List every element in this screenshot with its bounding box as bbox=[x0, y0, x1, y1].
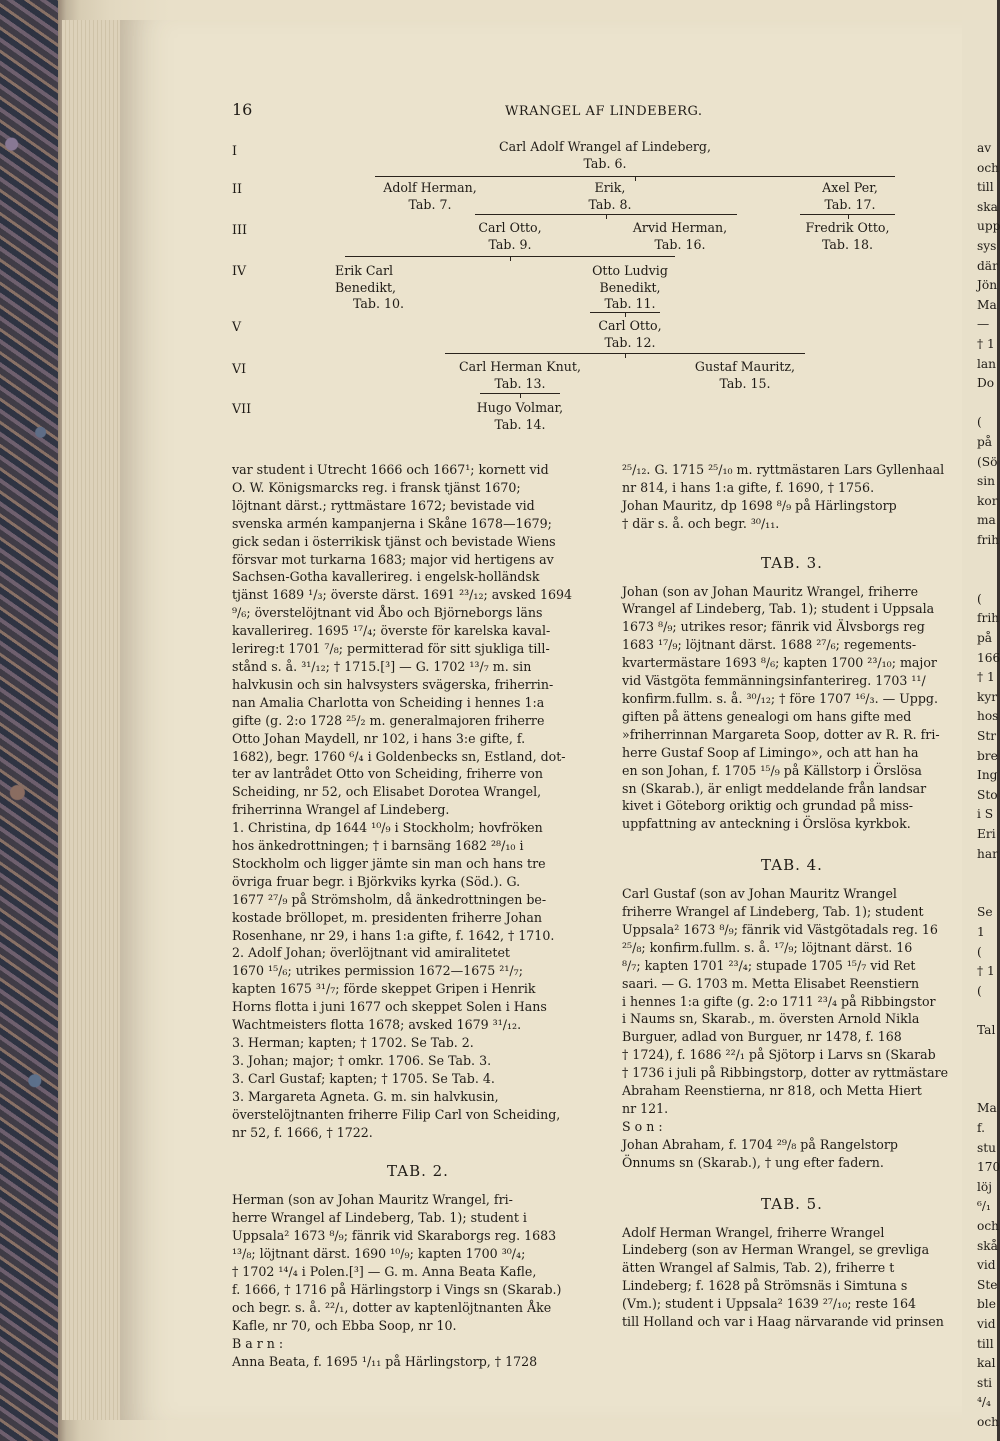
tree-node-carl-adolf: Carl Adolf Wrangel af Lindeberg, Tab. 6. bbox=[499, 139, 711, 171]
text-line: Lindeberg (son av Herman Wrangel, se grevliga bbox=[622, 1242, 930, 1258]
text-line: i Naums sn, Skarab., m. översten Arnold Nikla bbox=[622, 1011, 920, 1027]
text-line: till Holland och var i Haag närvarande vid prinsen bbox=[622, 1314, 944, 1330]
facing-page-fragment: i S bbox=[977, 807, 994, 822]
facing-page-fragment: hos bbox=[977, 709, 999, 724]
text-line: och begr. s. å. ²²/₁, dotter av kaptenlöjtnanten Åke bbox=[232, 1299, 552, 1315]
facing-page-fragment: ⁴/₄ bbox=[977, 1395, 991, 1410]
text-line: löjtnant därst.; ryttmästare 1672; bevistade vid bbox=[232, 497, 535, 513]
text-line: gick sedan i österrikisk tjänst och bevistade Wiens bbox=[232, 533, 556, 549]
text-line: herre Gustaf Soop af Limingo», och att han ha bbox=[622, 744, 919, 760]
text-line: uppfattning av anteckning i Örslösa kyrkbok. bbox=[622, 816, 911, 832]
text-line: »friherrinnan Margareta Soop, dotter av R. R. fri- bbox=[622, 726, 940, 742]
text-line: kapten 1675 ³¹/₇; förde skeppet Gripen i Henrik bbox=[232, 981, 536, 997]
facing-page-fragment: 166 bbox=[977, 650, 1000, 665]
text-line: lerireg:t 1701 ⁷/₈; permitterad för sitt sjukliga till- bbox=[232, 641, 550, 657]
text-line: Stockholm och ligger jämte sin man och hans tre bbox=[232, 855, 546, 871]
text-line: Johan Abraham, f. 1704 ²⁹/₈ på Rangelstorp bbox=[622, 1136, 898, 1152]
text-line: svenska armén kampanjerna i Skåne 1678—1679; bbox=[232, 515, 552, 531]
text-line: var student i Utrecht 1666 och 1667¹; kornett vid bbox=[232, 462, 549, 477]
text-line: herre Wrangel af Lindeberg, Tab. 1); student i bbox=[232, 1210, 527, 1226]
facing-page-fragment: ( bbox=[977, 415, 982, 430]
generation-label: VII bbox=[232, 401, 252, 416]
page-edges bbox=[62, 20, 122, 1420]
text-line: Uppsala² 1673 ⁸/₉; fänrik vid Skaraborgs reg. 1683 bbox=[232, 1228, 557, 1244]
text-line: Johan Mauritz, dp 1698 ⁸/₉ på Härlingstorp bbox=[622, 497, 897, 513]
text-line: Lindeberg; f. 1628 på Strömsnäs i Simtuna s bbox=[622, 1278, 908, 1294]
text-line: Kafle, nr 70, och Ebba Soop, nr 10. bbox=[232, 1317, 457, 1333]
text-line: Wachtmeisters flotta 1678; avsked 1679 ³¹/₁₂. bbox=[232, 1017, 522, 1033]
facing-page-fragment: frih bbox=[977, 533, 1000, 547]
facing-page-fragment: på bbox=[977, 631, 993, 645]
facing-page-fragment: (Sö bbox=[977, 454, 998, 469]
facing-page-fragment: kal bbox=[977, 1356, 996, 1371]
facing-page-fragment: † 1 bbox=[977, 337, 995, 351]
text-line: Burguer, adlad von Burguer, nr 1478, f. 168 bbox=[622, 1029, 902, 1045]
tree-node-fredrik-otto: Fredrik Otto, Tab. 18. bbox=[805, 220, 890, 252]
facing-page-fragment: vid bbox=[977, 1317, 996, 1331]
facing-page-fragment: sin bbox=[977, 474, 996, 489]
facing-page-fragment: skå bbox=[977, 1238, 998, 1253]
text-line: kvartermästare 1693 ⁸/₆; kapten 1700 ²³/₁₀; major bbox=[622, 655, 937, 671]
facing-page-fragment: lan bbox=[977, 356, 997, 371]
text-line: Scheiding, nr 52, och Elisabet Dorotea Wrangel, bbox=[232, 784, 542, 800]
generation-label: II bbox=[232, 181, 242, 196]
facing-page-fragment: vid bbox=[977, 1258, 996, 1273]
running-title: WRANGEL AF LINDEBERG. bbox=[505, 104, 703, 119]
text-line: nr 52, f. 1666, † 1722. bbox=[232, 1124, 373, 1140]
facing-page-fragment: ( bbox=[977, 944, 982, 959]
facing-page-fragment: på bbox=[977, 435, 993, 449]
text-line: ²⁵/₈; konfirm.fullm. s. å. ¹⁷/₉; löjtnant därst. 16 bbox=[622, 939, 913, 955]
facing-page-fragment: ska bbox=[977, 199, 998, 214]
facing-page-fragment: 170 bbox=[977, 1160, 1000, 1175]
text-line: friherre Wrangel af Lindeberg, Tab. 1); student bbox=[622, 904, 924, 920]
text-line: vid Västgöta femmänningsinfanterireg. 1703 ¹¹/ bbox=[622, 673, 926, 689]
generation-label: III bbox=[232, 222, 247, 237]
text-line: Wrangel af Lindeberg, Tab. 1); student i Uppsala bbox=[622, 601, 935, 617]
text-line: 3. Margareta Agneta. G. m. sin halvkusin, bbox=[232, 1088, 499, 1104]
text-line: nr 121. bbox=[622, 1101, 669, 1116]
text-line: 2. Adolf Johan; överlöjtnant vid amiralitetet bbox=[232, 945, 510, 961]
tree-node-erik: Erik, Tab. 8. bbox=[588, 180, 632, 212]
marbled-cover bbox=[0, 0, 58, 1441]
text-line: † där s. å. och begr. ³⁰/₁₁. bbox=[622, 515, 780, 531]
text-line: Carl Gustaf (son av Johan Mauritz Wrangel bbox=[622, 886, 897, 902]
text-line: överstelöjtnanten friherre Filip Carl von Scheiding, bbox=[232, 1106, 561, 1122]
tab4-heading: TAB. 4. bbox=[761, 856, 823, 875]
facing-page-fragment: ⁶/₁ bbox=[977, 1199, 991, 1214]
tree-node-carl-otto: Carl Otto, Tab. 9. bbox=[478, 220, 542, 252]
text-line: Horns flotta i juni 1677 och skeppet Solen i Hans bbox=[232, 999, 547, 1015]
text-line: kostade bröllopet, m. presidenten friherre Johan bbox=[232, 909, 543, 925]
tree-node-carl-otto-2: Carl Otto, Tab. 12. bbox=[598, 318, 662, 350]
text-line: f. 1666, † 1716 på Härlingstorp i Vings sn (Skarab.) bbox=[232, 1281, 562, 1297]
facing-page-fragment: kor bbox=[977, 493, 998, 508]
tree-node-erik-carl: Erik Carl Benedikt, Tab. 10. bbox=[335, 263, 405, 311]
text-line: 1673 ⁸/₉; utrikes resor; fänrik vid Älvsborgs reg bbox=[622, 619, 925, 635]
text-line: Abraham Reenstierna, nr 818, och Metta Hiert bbox=[622, 1083, 922, 1099]
text-line: nr 814, i hans 1:a gifte, f. 1690, † 1756. bbox=[622, 479, 875, 495]
text-line: Johan (son av Johan Mauritz Wrangel, friherre bbox=[622, 583, 919, 599]
facing-page-fragment: löj bbox=[977, 1179, 993, 1194]
tree-node-otto-ludvig: Otto Ludvig Benedikt, Tab. 11. bbox=[592, 263, 668, 311]
facing-page-fragment: ma bbox=[977, 513, 996, 528]
text-line: 1. Christina, dp 1644 ¹⁰/₉ i Stockholm; hovfröken bbox=[232, 820, 543, 836]
text-line: 1677 ²⁷/₉ på Strömsholm, då änkedrottningen be- bbox=[232, 891, 547, 907]
tree-node-adolf-herman: Adolf Herman, Tab. 7. bbox=[383, 180, 477, 212]
generation-label: VI bbox=[232, 361, 247, 376]
text-line: tjänst 1689 ¹/₃; överste därst. 1691 ²³/₁₂; avsked 1694 bbox=[232, 587, 573, 603]
generation-label: V bbox=[232, 319, 242, 334]
facing-page-fragment: sys bbox=[977, 239, 997, 253]
tree-node-arvid-herman: Arvid Herman, Tab. 16. bbox=[632, 220, 728, 252]
facing-page-fragment: Do bbox=[977, 376, 995, 391]
facing-page-fragment: Se bbox=[977, 905, 993, 920]
text-line: kavallerireg. 1695 ¹⁷/₄; överste för karelska kaval- bbox=[232, 623, 551, 639]
text-line: (Vm.); student i Uppsala² 1639 ²⁷/₁₀; reste 164 bbox=[622, 1296, 916, 1312]
text-line: Anna Beata, f. 1695 ¹/₁₁ på Härlingstorp, † 1728 bbox=[232, 1353, 538, 1369]
text-line: Uppsala² 1673 ⁸/₉; fänrik vid Västgötadals reg. 16 bbox=[622, 921, 938, 937]
facing-page-fragment: ( bbox=[977, 983, 982, 998]
facing-page-fragment: och bbox=[977, 1219, 1000, 1233]
text-line: ter av lantrådet Otto von Scheiding, friherre von bbox=[232, 766, 543, 782]
text-line: Adolf Herman Wrangel, friherre Wrangel bbox=[622, 1224, 885, 1240]
text-line: nan Amalia Charlotta von Scheiding i hennes 1:a bbox=[232, 694, 545, 710]
left-column bbox=[232, 461, 604, 1370]
facing-page-fragment: † 1 bbox=[977, 964, 995, 979]
text-line: i hennes 1:a gifte (g. 2:o 1711 ²³/₄ på Ribbingstor bbox=[622, 993, 936, 1009]
text-line: försvar mot turkarna 1683; major vid hertigens av bbox=[232, 551, 554, 567]
text-line: † 1724), f. 1686 ²²/₁ på Sjötorp i Larvs sn (Skarab bbox=[622, 1047, 936, 1063]
text-line: B a r n : bbox=[232, 1335, 284, 1351]
facing-page-fragment: kyr bbox=[977, 689, 998, 704]
text-line: övriga fruar begr. i Björkviks kyrka (Söd.). G. bbox=[232, 873, 521, 889]
facing-page-fragment: f. bbox=[977, 1121, 985, 1135]
text-line: 1682), begr. 1760 ⁶/₄ i Goldenbecks sn, Estland, dot- bbox=[232, 748, 566, 764]
facing-page-fragment: ble bbox=[977, 1297, 996, 1312]
tab3-heading: TAB. 3. bbox=[761, 553, 823, 572]
text-line: Otto Johan Maydell, nr 102, i hans 3:e gifte, f. bbox=[232, 730, 526, 746]
text-line: Önnums sn (Skarab.), † ung efter fadern. bbox=[622, 1154, 884, 1170]
text-line: saari. — G. 1703 m. Metta Elisabet Reenstiern bbox=[622, 975, 920, 991]
right-column bbox=[622, 461, 962, 1331]
facing-page-fragment: Ma bbox=[977, 1101, 997, 1116]
tree-node-gustaf-mauritz: Gustaf Mauritz, Tab. 15. bbox=[694, 359, 796, 391]
tree-node-axel-per: Axel Per, Tab. 17. bbox=[822, 180, 878, 212]
text-line: sn (Skarab.), är enligt meddelande från landsar bbox=[622, 780, 927, 796]
text-line: ²⁵/₁₂. G. 1715 ²⁵/₁₀ m. ryttmästaren Lars Gyllenhaal bbox=[622, 462, 945, 477]
text-line: O. W. Königsmarcks reg. i fransk tjänst 1670; bbox=[232, 479, 521, 495]
facing-page-fragment: till bbox=[977, 180, 994, 195]
page-number: 16 bbox=[232, 100, 253, 119]
facing-page-fragment: stu bbox=[977, 1140, 997, 1155]
text-line: en son Johan, f. 1705 ¹⁵/₉ på Källstorp i Örslösa bbox=[622, 762, 922, 778]
text-line: 1670 ¹⁵/₆; utrikes permission 1672—1675 ²¹/₇; bbox=[232, 963, 523, 979]
facing-page-fragment: † 1 bbox=[977, 670, 995, 685]
text-line: † 1702 ¹⁴/₄ i Polen.[³] — G. m. Anna Beata Kafle, bbox=[232, 1263, 537, 1279]
text-line: ⁹/₆; överstelöjtnant vid Åbo och Björneborgs läns bbox=[232, 605, 543, 621]
text-line: S o n : bbox=[622, 1118, 663, 1134]
facing-page-fragment: Ma bbox=[977, 297, 997, 312]
generation-label: I bbox=[232, 143, 237, 158]
generation-label: IV bbox=[232, 263, 247, 278]
text-line: Rosenhane, nr 29, i hans 1:a gifte, f. 1642, † 1710. bbox=[232, 927, 555, 943]
text-line: kivet i Göteborg oriktig och grundad på miss- bbox=[622, 798, 914, 814]
tree-brace bbox=[480, 393, 560, 399]
text-line: stånd s. å. ³¹/₁₂; † 1715.[³] — G. 1702 ¹³/₇ m. sin bbox=[232, 658, 532, 674]
text-line: 3. Johan; major; † omkr. 1706. Se Tab. 3. bbox=[232, 1052, 492, 1068]
tree-node-hugo-volmar: Hugo Volmar, Tab. 14. bbox=[476, 400, 564, 432]
facing-page-fragment: bre bbox=[977, 748, 998, 763]
facing-page-fragment: där bbox=[977, 258, 998, 273]
text-line: hos änkedrottningen; † i barnsäng 1682 ²⁸/₁₀ i bbox=[232, 838, 524, 854]
tree-brace bbox=[345, 256, 675, 262]
facing-page-fragment: och bbox=[977, 160, 1000, 175]
text-line: ätten Wrangel af Salmis, Tab. 2), friherre t bbox=[622, 1260, 895, 1276]
text-line: gifte (g. 2:o 1728 ²⁵/₂ m. generalmajoren friherre bbox=[232, 712, 545, 728]
tree-node-carl-herman-knut: Carl Herman Knut, Tab. 13. bbox=[459, 359, 581, 391]
facing-page-fragment: upp bbox=[977, 219, 1000, 234]
facing-page-fragment: till bbox=[977, 1336, 994, 1351]
facing-page-fragment: Sto bbox=[977, 787, 998, 802]
text-line: Sachsen-Gotha kavallerireg. i engelsk-holländsk bbox=[232, 569, 540, 585]
facing-page-fragment: Eri bbox=[977, 827, 996, 841]
facing-page-fragment: Ing bbox=[977, 768, 998, 783]
text-line: † 1736 i juli på Ribbingstorp, dotter av ryttmästare bbox=[622, 1065, 949, 1081]
text-line: giften på ättens genealogi om hans gifte med bbox=[622, 708, 912, 724]
text-line: ⁸/₇; kapten 1701 ²³/₄; stupade 1705 ¹⁵/₇ vid Ret bbox=[622, 957, 916, 973]
facing-page-fragment: Ste bbox=[977, 1277, 998, 1292]
facing-page-fragment: Str bbox=[977, 729, 997, 743]
text-line: 3. Carl Gustaf; kapten; † 1705. Se Tab. 4. bbox=[232, 1070, 495, 1086]
facing-page-fragment: ( bbox=[977, 591, 982, 606]
facing-page-fragment: frih bbox=[977, 611, 1000, 626]
facing-page-fragment: — bbox=[977, 317, 990, 332]
text-line: Herman (son av Johan Mauritz Wrangel, fri- bbox=[232, 1192, 513, 1208]
facing-page-fragment: har bbox=[977, 846, 998, 861]
text-line: konfirm.fullm. s. å. ³⁰/₁₂; † före 1707 ¹⁶/₃. — Uppg. bbox=[622, 690, 938, 706]
facing-page-fragment: Jön bbox=[977, 278, 998, 293]
text-line: 1683 ¹⁷/₉; löjtnant därst. 1688 ²⁷/₆; regements- bbox=[622, 637, 917, 653]
facing-page-fragment: Tal bbox=[977, 1023, 996, 1037]
tab5-heading: TAB. 5. bbox=[761, 1194, 823, 1213]
facing-page-fragment: och bbox=[977, 1415, 1000, 1429]
text-line: halvkusin och sin halvsysters svägerska, friherrin- bbox=[232, 676, 554, 692]
text-line: 3. Herman; kapten; † 1702. Se Tab. 2. bbox=[232, 1035, 474, 1050]
text-line: ¹³/₈; löjtnant därst. 1690 ¹⁰/₉; kapten 1700 ³⁰/₄; bbox=[232, 1246, 526, 1262]
facing-page-fragment: av bbox=[977, 141, 992, 155]
facing-page-fragment: 1 bbox=[977, 925, 985, 939]
facing-page-fragment: sti bbox=[977, 1375, 993, 1390]
text-line: friherrinna Wrangel af Lindeberg. bbox=[232, 802, 450, 818]
tab2-heading: TAB. 2. bbox=[387, 1162, 449, 1181]
